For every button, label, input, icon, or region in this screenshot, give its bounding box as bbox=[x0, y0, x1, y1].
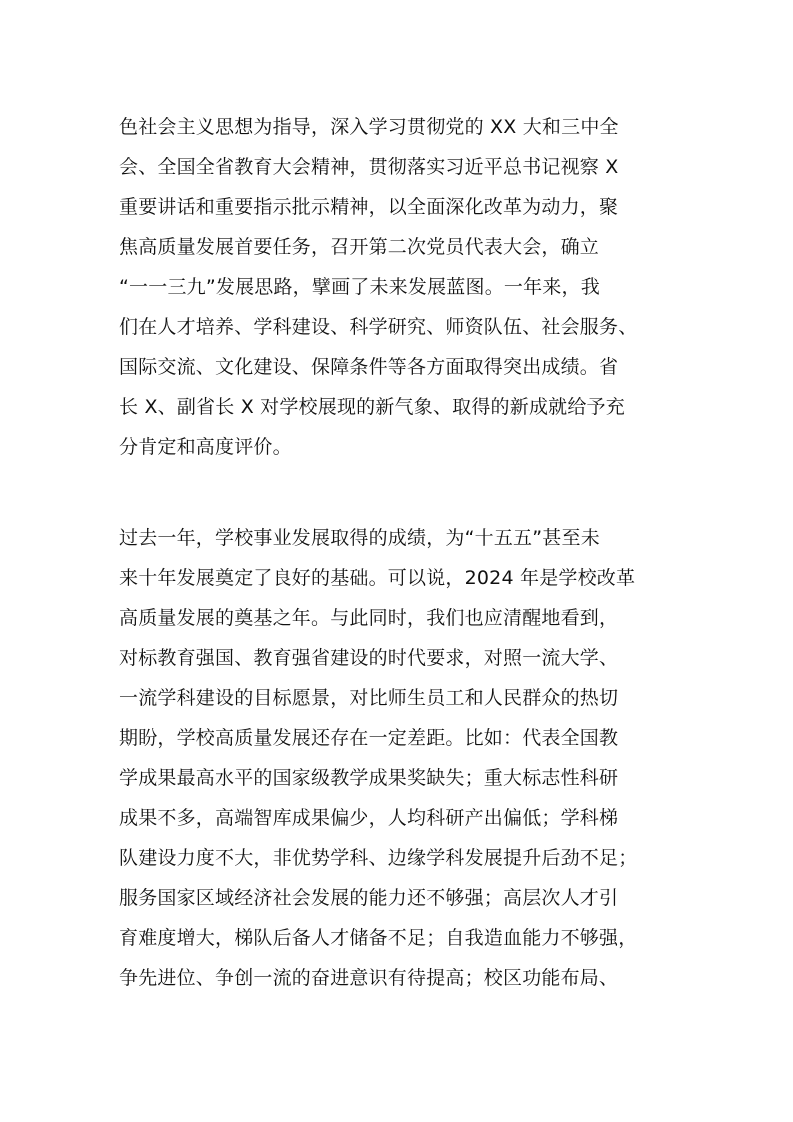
text-line: 期盼，学校高质量发展还存在一定差距。比如：代表全国教 bbox=[119, 727, 619, 749]
text-line: 长 X、副省长 X 对学校展现的新气象、取得的新成就给予充 bbox=[119, 396, 625, 418]
text-line: “一一三九”发展思路，擘画了未来发展蓝图。一年来，我 bbox=[119, 276, 600, 298]
text-line: 焦高质量发展首要任务，召开第二次党员代表大会，确立 bbox=[119, 236, 600, 258]
text-line: 重要讲话和重要指示批示精神，以全面深化改革为动力，聚 bbox=[119, 196, 619, 218]
text-line: 国际交流、文化建设、保障条件等各方面取得突出成绩。省 bbox=[119, 356, 619, 378]
text-line: 队建设力度不大，非优势学科、边缘学科发展提升后劲不足； bbox=[119, 847, 638, 869]
text-line: 会、全国全省教育大会精神，贯彻落实习近平总书记视察 X bbox=[119, 156, 619, 178]
text-line: 学成果最高水平的国家级教学成果奖缺失；重大标志性科研 bbox=[119, 767, 619, 789]
text-line: 们在人才培养、学科建设、科学研究、师资队伍、社会服务、 bbox=[119, 316, 638, 338]
text-line: 分肯定和高度评价。 bbox=[119, 436, 292, 458]
text-line: 育难度增大，梯队后备人才储备不足；自我造血能力不够强， bbox=[119, 927, 638, 949]
text-line: 色社会主义思想为指导，深入学习贯彻党的 XX 大和三中全 bbox=[119, 116, 619, 138]
text-line: 高质量发展的奠基之年。与此同时，我们也应清醒地看到， bbox=[119, 607, 619, 629]
text-line: 对标教育强国、教育强省建设的时代要求，对照一流大学、 bbox=[119, 647, 619, 669]
text-line: 服务国家区域经济社会发展的能力还不够强；高层次人才引 bbox=[119, 887, 619, 909]
text-line: 来十年发展奠定了良好的基础。可以说，2024 年是学校改革 bbox=[119, 567, 636, 589]
text-line: 争先进位、争创一流的奋进意识有待提高；校区功能布局、 bbox=[119, 967, 619, 989]
text-line: 一流学科建设的目标愿景，对比师生员工和人民群众的热切 bbox=[119, 687, 619, 709]
text-line: 成果不多，高端智库成果偏少，人均科研产出偏低；学科梯 bbox=[119, 807, 619, 829]
text-line: 过去一年，学校事业发展取得的成绩，为“十五五”甚至未 bbox=[119, 527, 600, 549]
